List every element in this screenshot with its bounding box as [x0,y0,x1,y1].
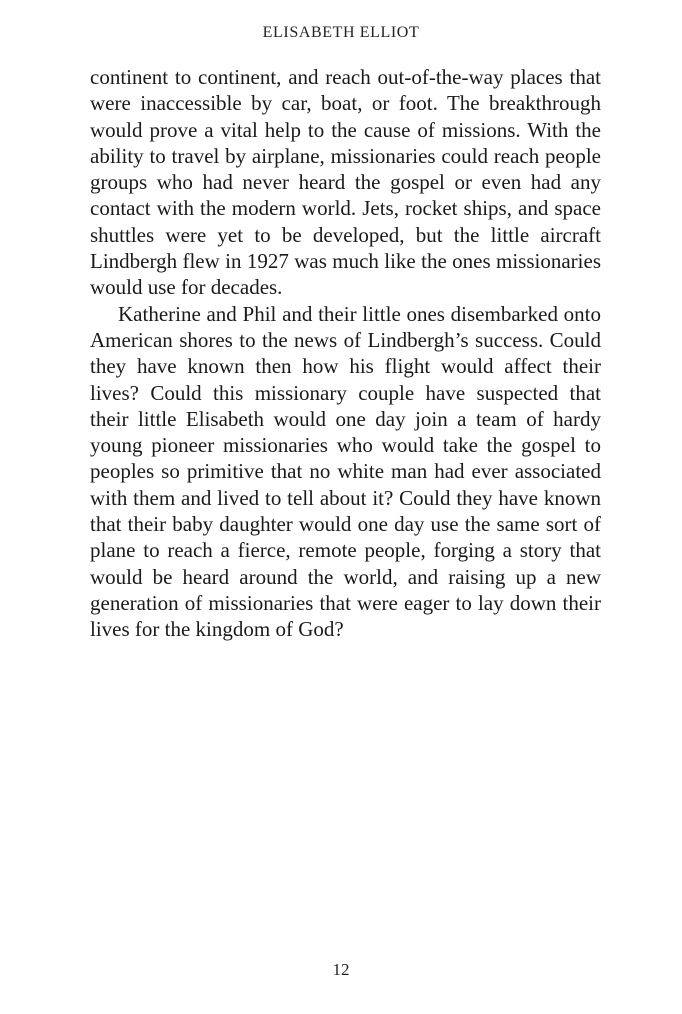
paragraph-continuation: continent to continent, and reach out-of-the-way places that were inaccessible by car, boat, or foot. The breakthrough would prove a vital help to the cause of missions. With the ability to travel by airplane, missionaries could reach people groups who had never heard the gospel or even had any contact with the modern world. Jets, rocket ships, and space shuttles were yet to be developed, but the little aircraft Lindbergh flew in 1927 was much like the ones missionaries would use for decades. [90,65,601,300]
page-number: 12 [332,960,350,979]
running-head: ELISABETH ELLIOT [262,24,420,41]
paragraph-katherine-and-phil: Katherine and Phil and their little ones disembarked onto American shores to the news of Lindbergh’s success. Could they have known then how his flight would affect their lives? Could this missionary couple have suspected that their little Elisabeth would one day join a team of hardy young pioneer missionaries who would take the gospel to peoples so primitive that no white man had ever associated with them and lived to tell about it? Could they have known that their baby daughter would one day use the same sort of plane to reach a fierce, remote people, forging a story that would be heard around the world, and raising up a new generation of missionaries that were eager to lay down their lives for the kingdom of God? [90,301,601,642]
body-text [90,64,601,643]
